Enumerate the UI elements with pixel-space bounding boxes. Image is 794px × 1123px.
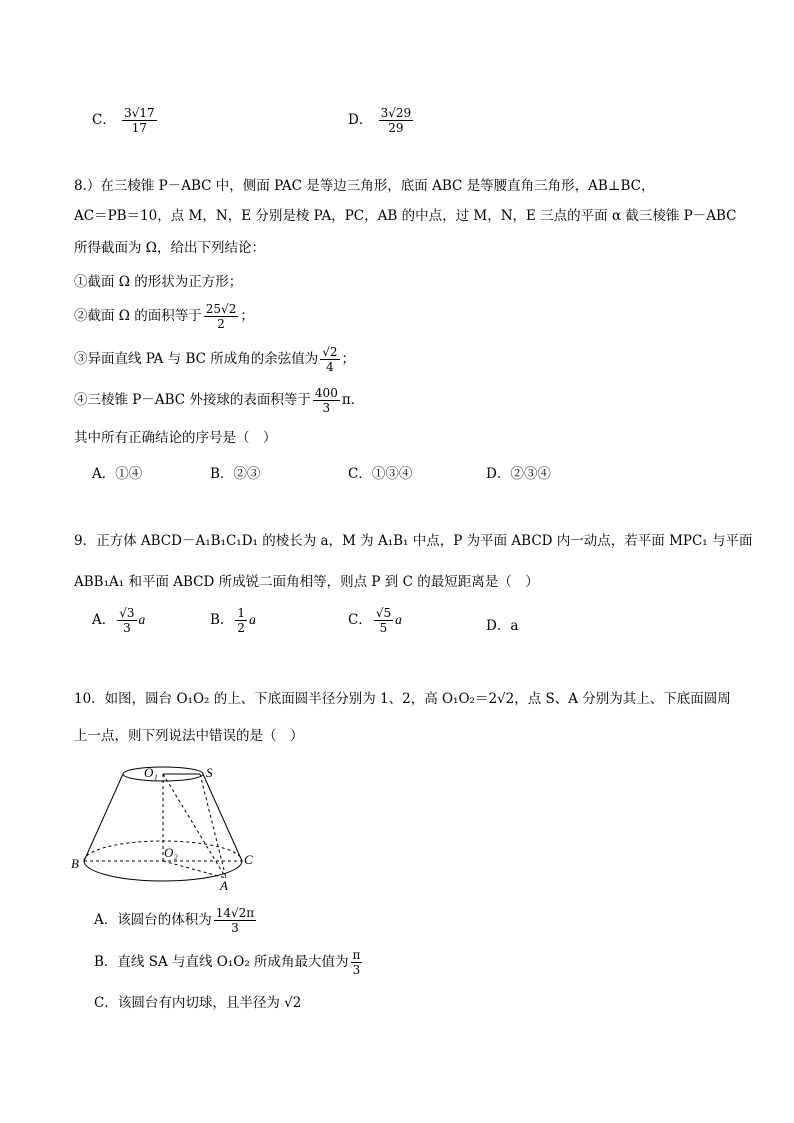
fraction-numerator: √5 xyxy=(375,606,392,620)
q9-option-a xyxy=(92,606,145,635)
fraction-denominator: 17 xyxy=(131,121,148,135)
q9-option-b xyxy=(210,606,256,635)
q8-stem-line2: AC＝PB＝10，点 M，N，E 分别是棱 PA，PC，AB 的中点，过 M，N，E 三点的平面 α 截三棱锥 P－ABC xyxy=(74,208,737,224)
q7-option-c-fraction xyxy=(122,106,157,135)
conclusion-text: ②截面 Ω 的面积等于 xyxy=(74,308,202,324)
fraction xyxy=(204,302,239,331)
label-o1: O₁ xyxy=(144,765,158,780)
q8-conclusion-1: ①截面 Ω 的形状为正方形； xyxy=(74,274,243,290)
label-c: C xyxy=(244,852,253,867)
fraction-denominator: 4 xyxy=(326,360,334,374)
fraction-numerator: 3√17 xyxy=(124,106,155,120)
q8-option-c: C．①③④ xyxy=(348,466,413,482)
q8-conclusion-2 xyxy=(74,302,254,331)
fraction-denominator: 3 xyxy=(231,921,239,935)
fraction-numerator: 14√2π xyxy=(215,906,255,920)
q10-option-c: C．该圆台有内切球，且半径为 √2 xyxy=(94,995,302,1011)
q8-stem-line1: 8.）在三棱锥 P－ABC 中，侧面 PAC 是等边三角形，底面 ABC 是等腰直角三角形，AB⊥BC， xyxy=(74,178,655,194)
label-a: A xyxy=(220,878,228,893)
fraction-numerator: 400 xyxy=(314,386,338,400)
q7-option-d xyxy=(348,106,415,135)
fraction-denominator: 29 xyxy=(388,121,404,135)
q8-option-b: B．②③ xyxy=(210,466,261,482)
conclusion-suffix: ； xyxy=(341,351,356,367)
fraction-numerator: 25√2 xyxy=(205,302,237,316)
option-suffix: a xyxy=(395,612,402,627)
q10-option-b xyxy=(94,948,364,977)
fraction-denominator: 2 xyxy=(217,317,225,331)
q8-option-d: D．②③④ xyxy=(486,466,551,482)
segment-sa xyxy=(200,774,226,878)
q8-question: 其中所有正确结论的序号是（ ） xyxy=(74,430,277,446)
q7-option-c xyxy=(92,106,159,135)
fraction-denominator: 3 xyxy=(322,401,331,415)
q8-option-a: A．①④ xyxy=(92,466,143,482)
fraction-numerator: 3√29 xyxy=(380,106,412,120)
segment-o1a xyxy=(163,774,226,878)
fraction xyxy=(374,606,393,635)
q9-stem-line2: ABB₁A₁ 和平面 ABCD 所成锐二面角相等，则点 P 到 C 的最短距离是（ ） xyxy=(74,574,539,590)
fraction-denominator: 3 xyxy=(123,621,131,635)
option-label: B． xyxy=(210,612,234,628)
option-label: C． xyxy=(348,612,372,628)
label-o2: O₂ xyxy=(164,845,178,860)
frustum-figure xyxy=(66,758,266,894)
conclusion-suffix: π． xyxy=(341,392,365,408)
q10-stem-line2: 上一点，则下列说法中错误的是（ ） xyxy=(74,728,304,744)
fraction xyxy=(320,345,339,374)
bottom-base-front xyxy=(84,861,242,881)
q7-option-d-label: D． xyxy=(348,112,373,128)
option-text: A．该圆台的体积为 xyxy=(94,912,212,928)
fraction-numerator: √3 xyxy=(119,606,135,620)
fraction-denominator: 2 xyxy=(237,621,246,635)
fraction xyxy=(214,906,256,935)
fraction xyxy=(117,606,136,635)
fraction-numerator: √2 xyxy=(322,345,338,359)
q8-stem-line3: 所得截面为 Ω，给出下列结论： xyxy=(74,240,265,256)
q7-option-d-fraction xyxy=(379,106,414,135)
conclusion-suffix: ； xyxy=(240,308,254,324)
fraction xyxy=(351,948,363,977)
q9-option-c xyxy=(348,606,402,635)
fraction xyxy=(235,606,247,635)
radius-o2a xyxy=(163,861,226,878)
q9-stem-line1: 9．正方体 ABCD－A₁B₁C₁D₁ 的棱长为 a，M 为 A₁B₁ 中点，P 为平面 ABCD 内一动点，若平面 MPC₁ 与平面 xyxy=(74,533,753,549)
fraction-denominator: 5 xyxy=(379,621,388,635)
label-s: S xyxy=(206,765,213,780)
conclusion-text: ④三棱锥 P－ABC 外接球的表面积等于 xyxy=(74,392,311,408)
fraction-numerator: 1 xyxy=(237,606,246,620)
option-label: A． xyxy=(92,612,116,628)
label-b: B xyxy=(71,856,79,871)
fraction-denominator: 3 xyxy=(352,963,361,977)
q8-conclusion-3 xyxy=(74,345,355,374)
q10-stem-line1: 10．如图，圆台 O₁O₂ 的上、下底面圆半径分别为 1、2，高 O₁O₂＝2√2，点 S、A 分别为其上、下底面圆周 xyxy=(74,691,731,707)
q10-option-a xyxy=(94,906,258,935)
q7-option-c-label: C． xyxy=(92,112,116,128)
fraction-numerator: π xyxy=(352,948,361,962)
fraction xyxy=(313,386,340,415)
conclusion-text: ③异面直线 PA 与 BC 所成角的余弦值为 xyxy=(74,351,319,367)
option-suffix: a xyxy=(138,612,146,627)
option-suffix: a xyxy=(249,612,256,627)
q9-option-d: D．a xyxy=(486,618,519,634)
option-text: B．直线 SA 与直线 O₁O₂ 所成角最大值为 xyxy=(94,954,349,970)
q8-conclusion-4 xyxy=(74,386,364,415)
